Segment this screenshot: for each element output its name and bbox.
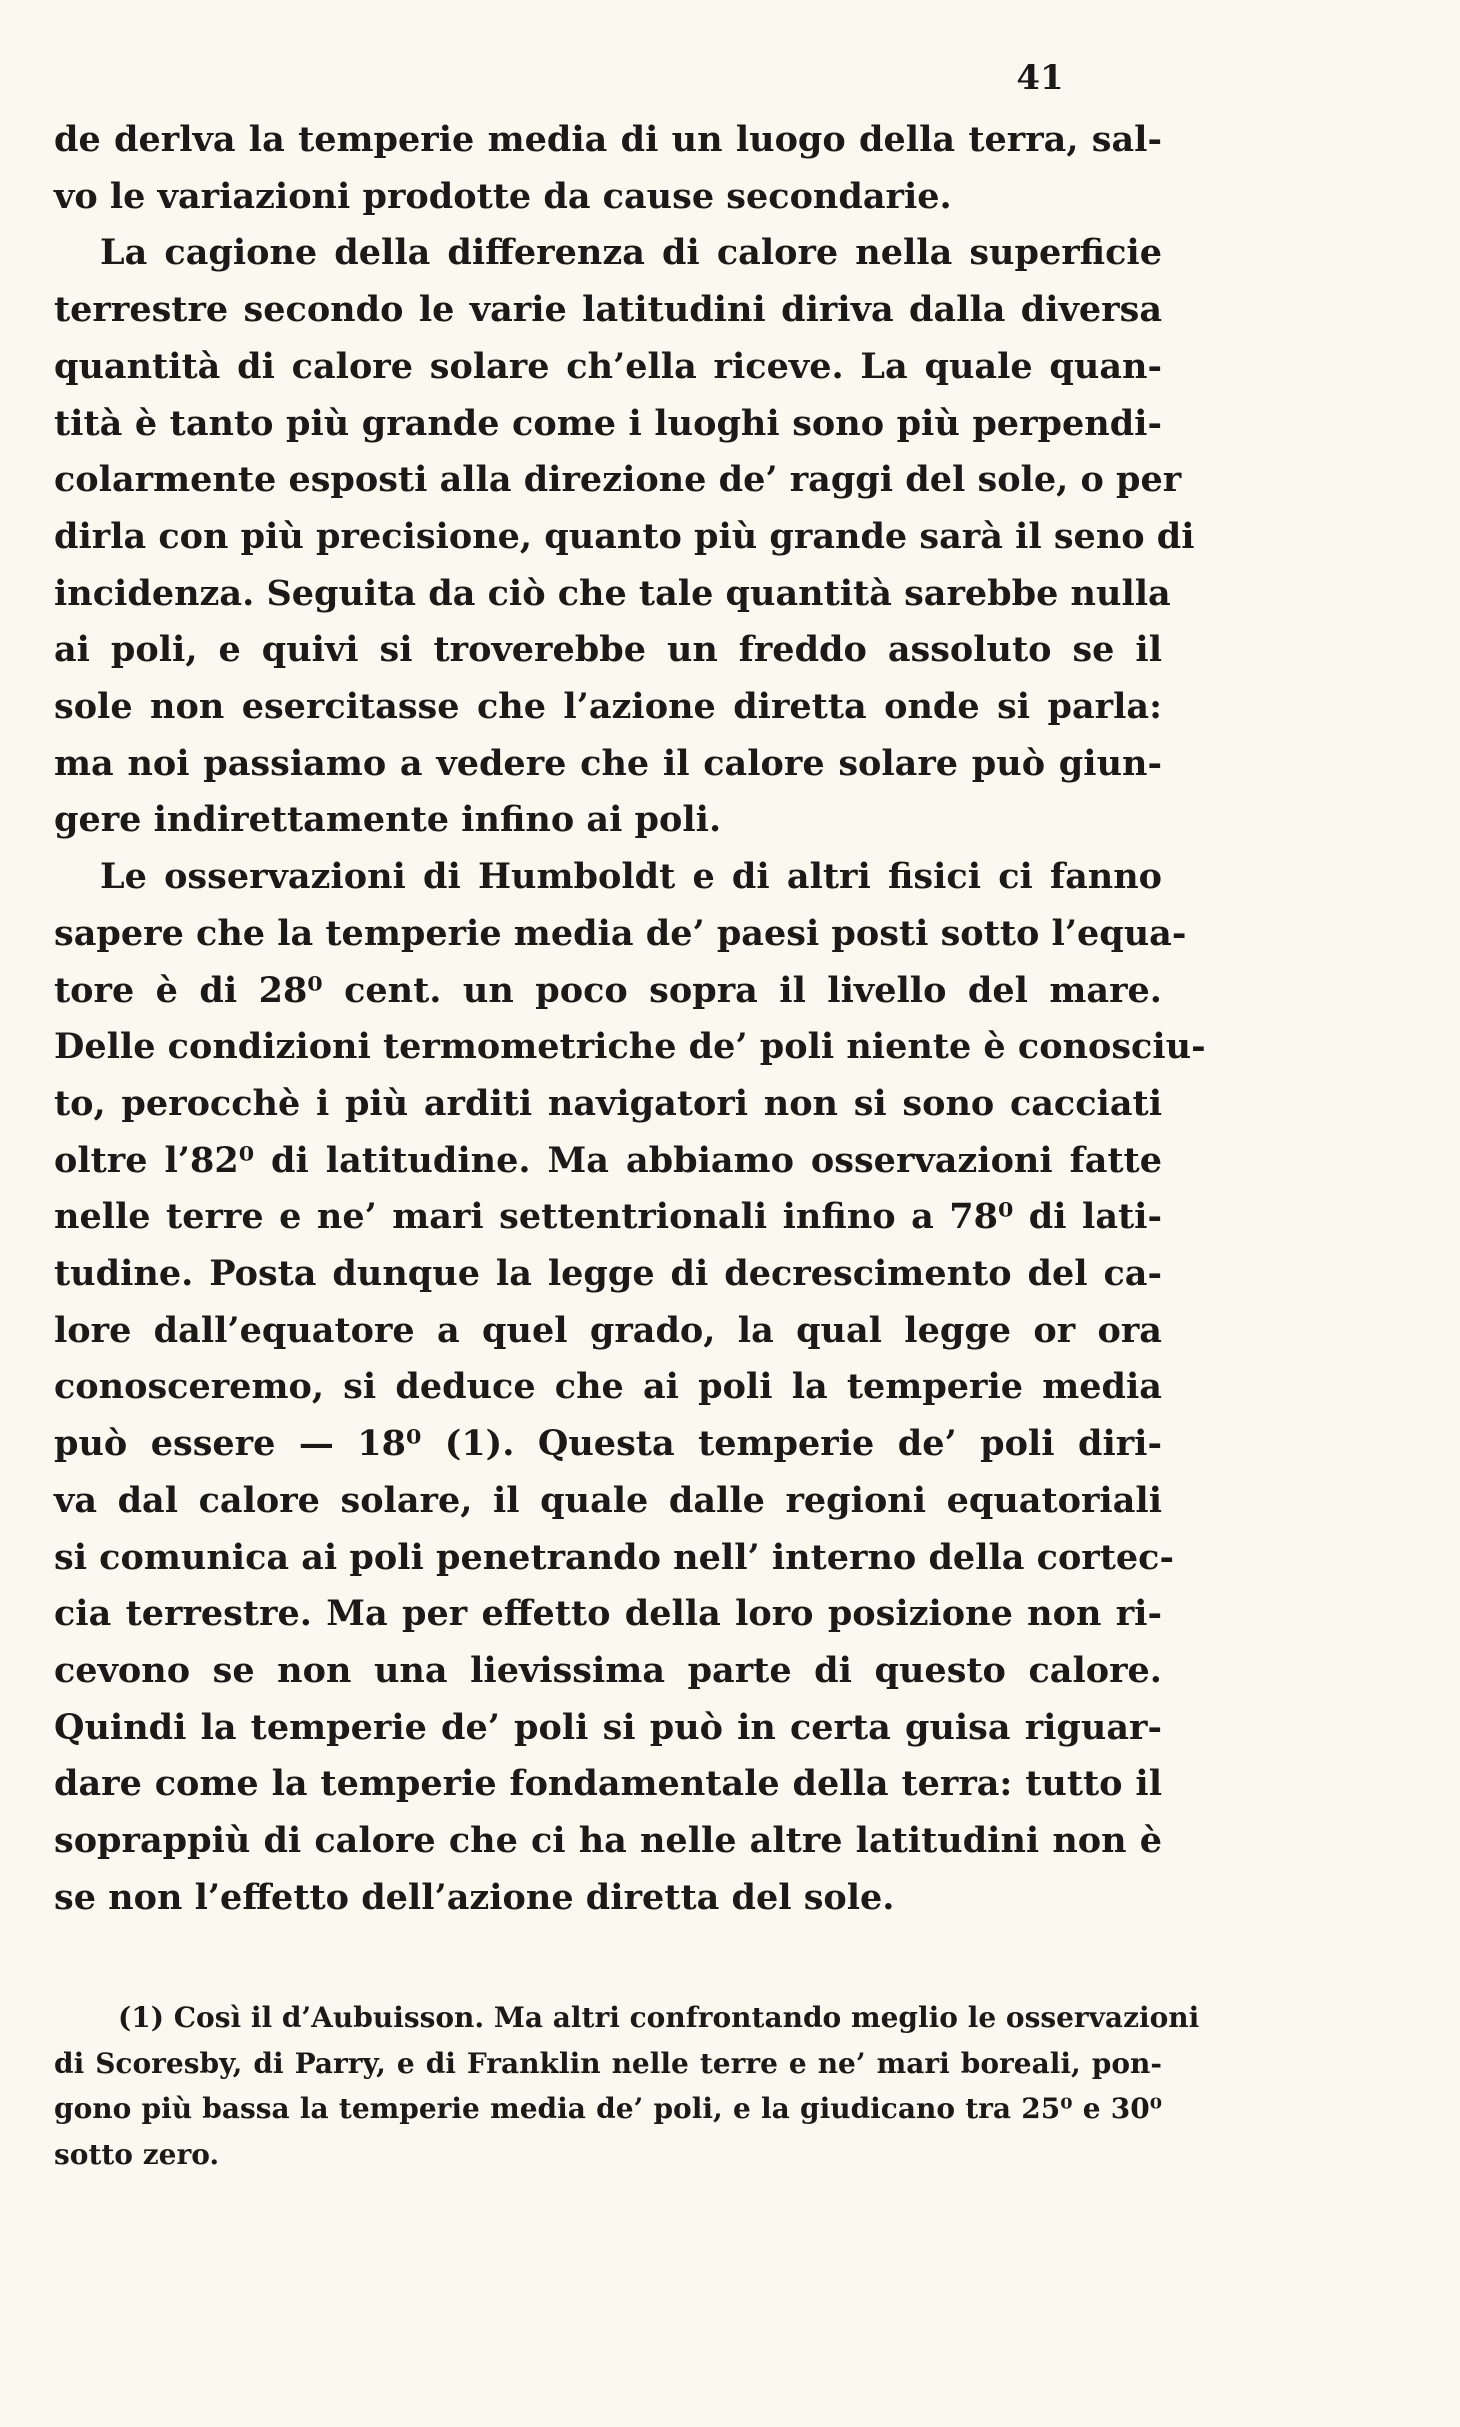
body-line: Le osservazioni di Humboldt e di altri fisici ci fanno: [100, 856, 1162, 898]
body-line: gere indirettamente infino ai poli.: [54, 799, 722, 841]
body-line: dare come la temperie fondamentale della terra: tutto il: [54, 1763, 1162, 1805]
body-line: nelle terre e ne’ mari settentrionali infino a 78⁰ di lati-: [54, 1196, 1162, 1238]
body-line: oltre l’82⁰ di latitudine. Ma abbiamo osservazioni fatte: [54, 1139, 1162, 1181]
footnote-line: (1) Così il d’Aubuisson. Ma altri confrontando meglio le osservazioni: [118, 2001, 1200, 2034]
body-line: può essere — 18⁰ (1). Questa temperie de’ poli diri-: [54, 1423, 1162, 1465]
body-line: vo le variazioni prodotte da cause secondarie.: [54, 175, 952, 217]
body-line: Delle condizioni termometriche de’ poli niente è conosciu-: [54, 1026, 1206, 1068]
body-line: tità è tanto più grande come i luoghi sono più perpendi-: [54, 402, 1162, 444]
footnote-line: sotto zero.: [54, 2137, 220, 2171]
body-line: ma noi passiamo a vedere che il calore solare può giun-: [54, 742, 1162, 784]
body-line: to, perocchè i più arditi navigatori non si sono cacciati: [54, 1082, 1162, 1124]
body-line: La cagione della differenza di calore nella superficie: [100, 232, 1162, 274]
body-line: si comunica ai poli penetrando nell’ interno della cortec-: [54, 1536, 1175, 1578]
body-line: soprappiù di calore che ci ha nelle altre latitudini non è: [54, 1820, 1162, 1862]
body-line: lore dall’equatore a quel grado, la qual legge or ora: [54, 1309, 1162, 1351]
body-line: tudine. Posta dunque la legge di decrescimento del ca-: [54, 1253, 1162, 1295]
footnote-line: di Scoresby, di Parry, e di Franklin nelle terre e ne’ mari boreali, pon-: [54, 2046, 1162, 2080]
body-line: cia terrestre. Ma per effetto della loro posizione non ri-: [54, 1593, 1162, 1635]
footnote: [54, 1995, 1200, 2177]
footnote-line: gono più bassa la temperie media de’ poli, e la giudicano tra 25⁰ e 30⁰: [54, 2092, 1162, 2125]
body-line: cevono se non una lievissima parte di questo calore.: [54, 1649, 1162, 1691]
body-line: ai poli, e quivi si troverebbe un freddo assoluto se il: [54, 629, 1162, 671]
body-line: de derlva la temperie media di un luogo della terra, sal-: [54, 119, 1162, 160]
body-line: incidenza. Seguita da ciò che tale quantità sarebbe nulla: [54, 572, 1171, 614]
body-line: va dal calore solare, il quale dalle regioni equatoriali: [54, 1479, 1162, 1521]
body-line: quantità di calore solare ch’ella riceve. La quale quan-: [54, 345, 1162, 387]
body-line: colarmente esposti alla direzione de’ raggi del sole, o per: [54, 459, 1182, 501]
body-text: [54, 112, 1206, 1927]
body-line: Quindi la temperie de’ poli si può in certa guisa riguar-: [54, 1706, 1162, 1748]
body-line: conosceremo, si deduce che ai poli la temperie media: [54, 1366, 1162, 1408]
body-line: sole non esercitasse che l’azione diretta onde si parla:: [54, 686, 1162, 728]
body-line: tore è di 28⁰ cent. un poco sopra il livello del mare.: [54, 969, 1162, 1011]
body-line: se non l’effetto dell’azione diretta del sole.: [54, 1876, 895, 1918]
body-line: dirla con più precisione, quanto più grande sarà il seno di: [54, 515, 1195, 557]
body-line: terrestre secondo le varie latitudini diriva dalla diversa: [54, 289, 1162, 331]
page-number: 41: [1016, 58, 1064, 98]
body-line: sapere che la temperie media de’ paesi posti sotto l’equa-: [54, 912, 1187, 954]
